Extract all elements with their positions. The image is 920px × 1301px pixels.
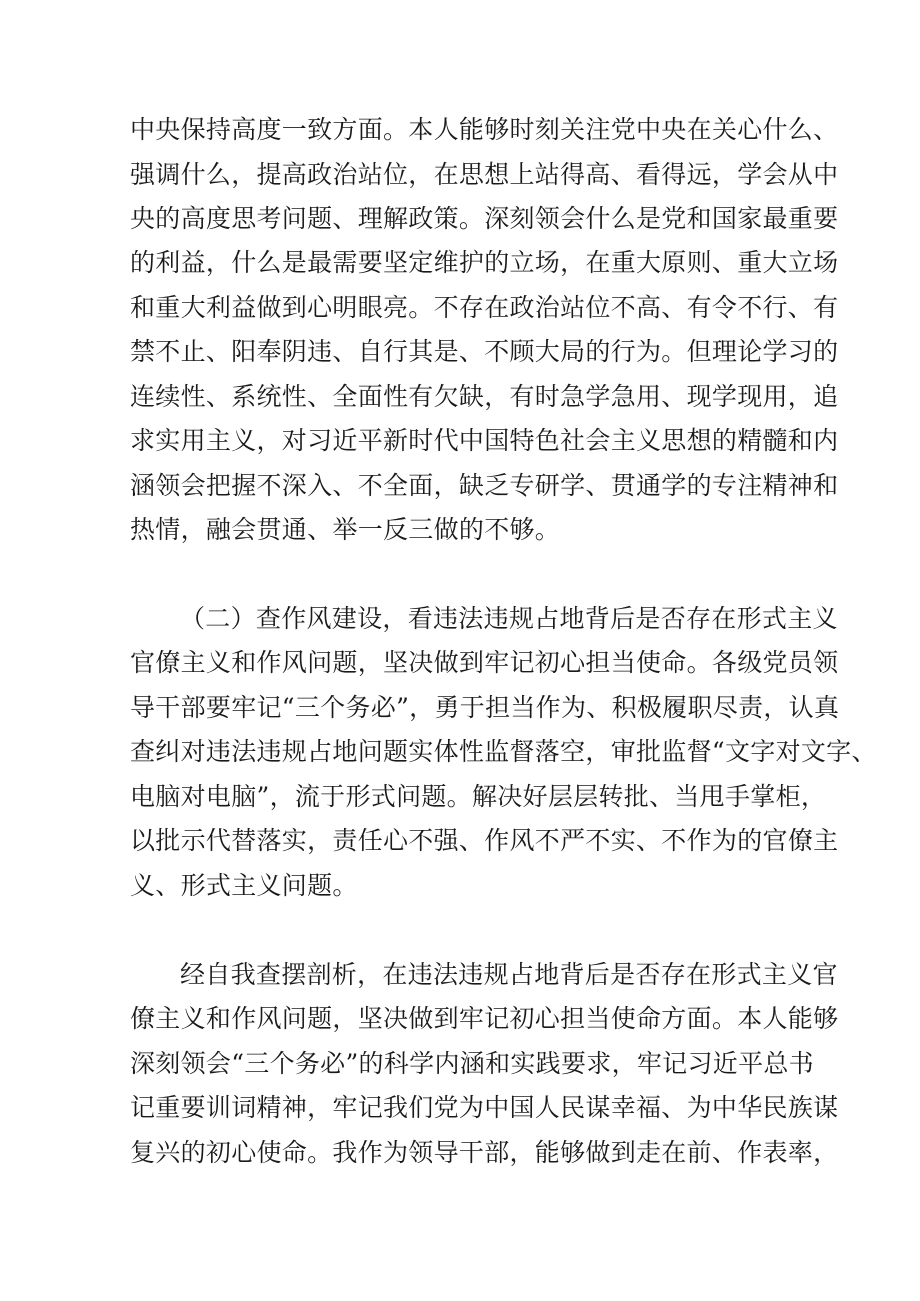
text-line: 热情，融会贯通、举一反三做的不够。 xyxy=(130,515,561,544)
text-line: 义、形式主义问题。 xyxy=(130,871,358,900)
text-line: 导干部要牢记“三个务必”，勇于担当作为、积极履职尽责，认真 xyxy=(130,693,840,722)
text-line: 记重要训词精神，牢记我们党为中国人民谋幸福、为中华民族谋 xyxy=(130,1093,839,1122)
text-line: 经自我查摆剖析，在违法违规占地背后是否存在形式主义官 xyxy=(180,960,838,989)
text-line: （二）查作风建设，看违法违规占地背后是否存在形式主义 xyxy=(180,604,838,633)
text-line: 禁不止、阳奉阴违、自行其是、不顾大局的行为。但理论学习的 xyxy=(130,337,839,366)
text-line: 官僚主义和作风问题，坚决做到牢记初心担当使命。各级党员领 xyxy=(130,648,839,677)
text-line: 复兴的初心使命。我作为领导干部，能够做到走在前、作表率， xyxy=(130,1138,839,1167)
text-line: 僚主义和作风问题，坚决做到牢记初心担当使命方面。本人能够 xyxy=(130,1004,839,1033)
text-line: 涵领会把握不深入、不全面，缺乏专研学、贯通学的专注精神和 xyxy=(130,471,839,500)
text-line: 电脑对电脑”，流于形式问题。解决好层层转批、当甩手掌柜， xyxy=(130,782,827,811)
text-line: 的利益，什么是最需要坚定维护的立场，在重大原则、重大立场 xyxy=(130,248,839,277)
text-line: 央的高度思考问题、理解政策。深刻领会什么是党和国家最重要 xyxy=(130,204,839,233)
text-line: 强调什么，提高政治站位，在思想上站得高、看得远，学会从中 xyxy=(130,160,839,189)
text-line: 中央保持高度一致方面。本人能够时刻关注党中央在关心什么、 xyxy=(130,115,839,144)
text-line: 连续性、系统性、全面性有欠缺，有时急学急用、现学现用，追 xyxy=(130,382,839,411)
text-line: 以批示代替落实，责任心不强、作风不严不实、不作为的官僚主 xyxy=(130,826,839,855)
text-line: 深刻领会“三个务必”的科学内涵和实践要求，牢记习近平总书 xyxy=(130,1049,814,1078)
text-line: 查纠对违法违规占地问题实体性监督落空，审批监督“文字对文字、 xyxy=(130,737,877,766)
text-line: 和重大利益做到心明眼亮。不存在政治站位不高、有令不行、有 xyxy=(130,293,839,322)
text-line: 求实用主义，对习近平新时代中国特色社会主义思想的精髓和内 xyxy=(130,426,839,455)
